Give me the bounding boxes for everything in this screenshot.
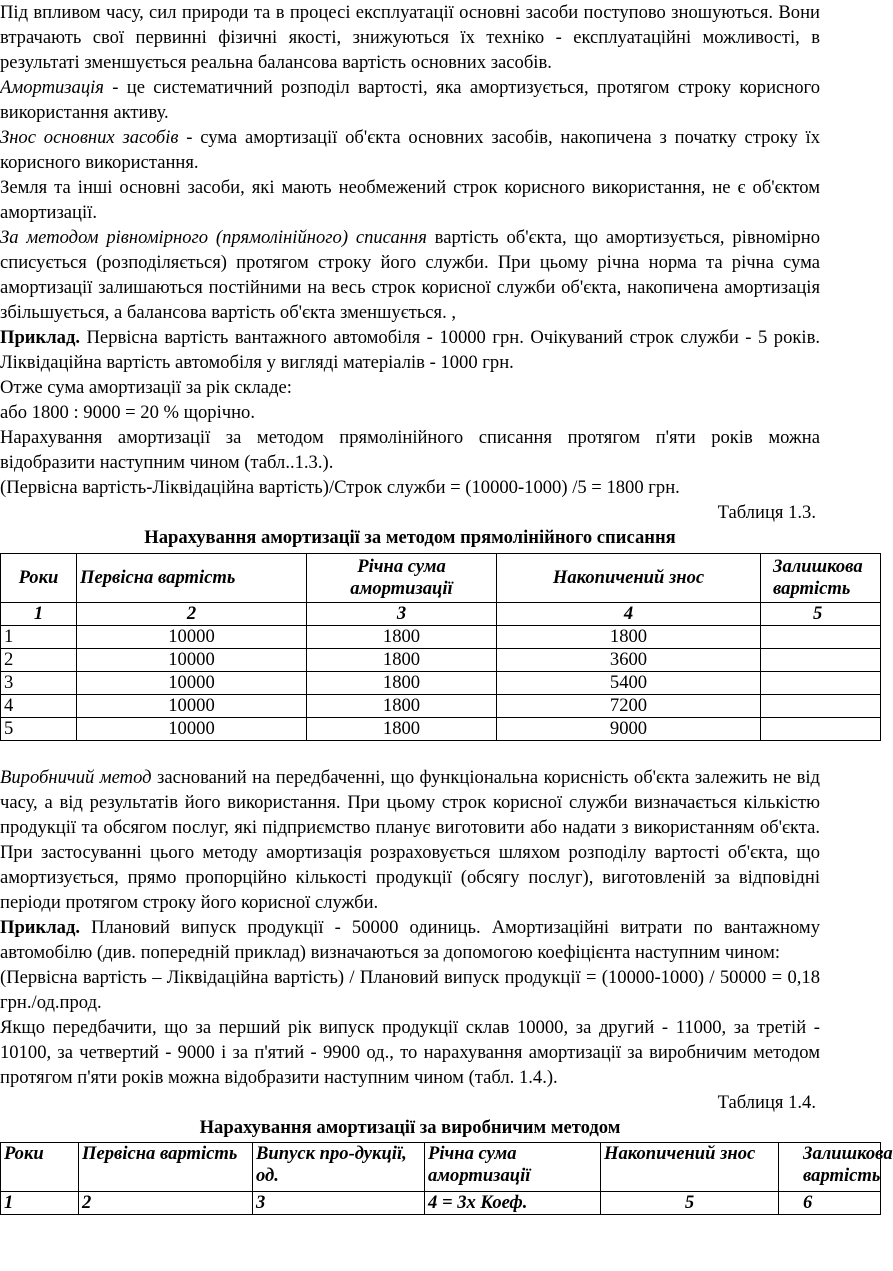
cell-year: 1 [1,626,77,649]
header-accumulated-wear: Накопичений знос [601,1143,779,1192]
example-2-text: Плановий випуск продукції - 50000 одиниць. Амортизаційні витрати по вантажному автомобілю (див. попередній приклад) визначаються за допомогою коефіцієнта наступним чином: [0,917,820,963]
cell-residual-value [761,672,881,695]
cell-residual-value [761,695,881,718]
paragraph-percent: або 1800 : 9000 = 20 % щорічно. [0,402,255,423]
cell-annual-amount: 1800 [307,626,497,649]
cell-initial-cost: 10000 [77,626,307,649]
column-number: 1 [1,603,77,626]
cell-accumulated-wear: 5400 [497,672,761,695]
column-number: 2 [77,603,307,626]
cell-accumulated-wear: 9000 [497,718,761,741]
paragraph-example-1 [0,325,820,375]
example-label: Приклад. [0,327,81,348]
paragraph-annual-sum: Отже сума амортизації за рік складе: [0,377,292,398]
header-accumulated-wear: Накопичений знос [497,554,761,603]
cell-year: 3 [1,672,77,695]
cell-annual-amount: 1800 [307,649,497,672]
cell-annual-amount: 1800 [307,695,497,718]
table2-caption: Нарахування амортизації за виробничим методом [199,1117,621,1138]
column-number: 1 [1,1192,79,1215]
cell-accumulated-wear: 1800 [497,626,761,649]
cell-year: 2 [1,649,77,672]
cell-initial-cost: 10000 [77,695,307,718]
column-number: 5 [601,1192,779,1215]
column-number: 3 [253,1192,425,1215]
header-initial-cost: Первісна вартість [79,1143,253,1192]
cell-annual-amount: 1800 [307,718,497,741]
column-number: 2 [79,1192,253,1215]
table1-caption: Нарахування амортизації за методом прямолінійного списання [144,527,676,548]
table-row [1,718,881,741]
table-number-row [1,603,881,626]
table-header-row [1,1143,881,1192]
header-annual-amount: Річна сума амортизації [307,554,497,603]
table-row [1,649,881,672]
spacer [0,741,820,765]
paragraph-land: Земля та інші основні засоби, які мають необмежений строк корисного використання, не є об'єктом амортизації. [0,177,820,223]
paragraph-formula-1: (Первісна вартість-Ліквідаційна вартість)/Строк служби = (10000-1000) /5 = 1800 грн. [0,477,680,498]
cell-initial-cost: 10000 [77,672,307,695]
cell-residual-value [761,626,881,649]
term-amortization: Амортизація [0,77,104,98]
table-header-row [1,554,881,603]
column-number: 3 [307,603,497,626]
table-number-row [1,1192,881,1215]
cell-accumulated-wear: 3600 [497,649,761,672]
table-row [1,626,881,649]
header-output: Випуск про-дукції, од. [253,1143,425,1192]
table-row [1,672,881,695]
definition-straight-line: вартість об'єкта, що амортизується, рівномірно списується (розподіляється) протягом строку його служби. При цьому річна норма та річна сума амортизації залишаються постійними на весь строк корисної служби об'єкта, накопичена амортизація збільшується, а балансова вартість об'єкта зменшується. , [0,227,820,323]
header-initial-cost: Первісна вартість [77,554,307,603]
definition-wear: - сума амортизації об'єкта основних засобів, накопичена з початку строку їх корисного використання. [0,127,820,173]
cell-accumulated-wear: 7200 [497,695,761,718]
header-residual-value: Залишкова вартість [761,554,881,603]
term-straight-line: За методом рівномірного (прямолінійного) списання [0,227,427,248]
header-years: Роки [1,554,77,603]
header-annual-amount: Річна сума амортизації [425,1143,601,1192]
paragraph-production-method [0,765,820,915]
paragraph-wear-definition [0,125,820,175]
table2-label: Таблиця 1.4. [717,1092,816,1113]
paragraph-formula-2: (Первісна вартість – Ліквідаційна вартість) / Плановий випуск продукції = (10000-1000) / 50000 = 0,18 грн./од.прод. [0,967,820,1013]
table-row [1,695,881,718]
column-number: 5 [761,603,881,626]
cell-residual-value [761,649,881,672]
cell-annual-amount: 1800 [307,672,497,695]
table-straight-line [0,553,881,741]
term-wear: Знос основних засобів [0,127,179,148]
table1-label: Таблиця 1.3. [717,502,816,523]
header-residual-value: Залишкова вартість [779,1143,881,1192]
paragraph-table1-intro: Нарахування амортизації за методом прямолінійного списання протягом п'яти років можна відобразити наступним чином (табл..1.3.). [0,427,820,473]
definition-production-method: заснований на передбаченні, що функціональна корисність об'єкта залежить не від часу, а від результатів його використання. При цьому строк корисної служби визначається кількістю продукції та обсягом послуг, які підприємство планує виготовити або надати з використанням об'єкта. При застосуванні цього методу амортизація розраховується шляхом розподілу вартості об'єкта, що амортизується, прямо пропорційно кількості продукції (обсягу послуг), виготовленій за відповідні періоди протягом строку його корисної служби. [0,767,820,913]
definition-amortization: - це систематичний розподіл вартості, яка амортизується, протягом строку корисного використання активу. [0,77,820,123]
paragraph-table2-intro: Якщо передбачити, що за перший рік випуск продукції склав 10000, за другий - 11000, за третій - 10100, за четвертий - 9000 і за п'ятий - 9900 од., то нарахування амортизації за виробничим методом протягом п'яти років можна відобразити наступним чином (табл. 1.4.). [0,1017,820,1088]
cell-year: 5 [1,718,77,741]
paragraph-amortization-definition [0,75,820,125]
cell-year: 4 [1,695,77,718]
cell-initial-cost: 10000 [77,649,307,672]
header-years: Роки [1,1143,79,1192]
paragraph-straight-line-method [0,225,820,325]
column-number: 6 [779,1192,881,1215]
table-production-method [0,1142,893,1215]
paragraph-wear: Під впливом часу, сил природи та в процесі експлуатації основні засоби поступово зношуються. Вони втрачають свої первинні фізичні якості, знижуються їх техніко - експлуатаційні можливості, в результаті зменшується реальна балансова вартість основних засобів. [0,2,820,73]
column-number: 4 = 3х Коеф. [425,1192,601,1215]
example-1-text: Первісна вартість вантажного автомобіля - 10000 грн. Очікуваний строк служби - 5 років. Ліквідаційна вартість автомобіля у вигляді матеріалів - 1000 грн. [0,327,820,373]
cell-initial-cost: 10000 [77,718,307,741]
cell-residual-value [761,718,881,741]
example-label: Приклад. [0,917,81,938]
paragraph-example-2 [0,915,820,965]
term-production-method: Виробничий метод [0,767,152,788]
column-number: 4 [497,603,761,626]
